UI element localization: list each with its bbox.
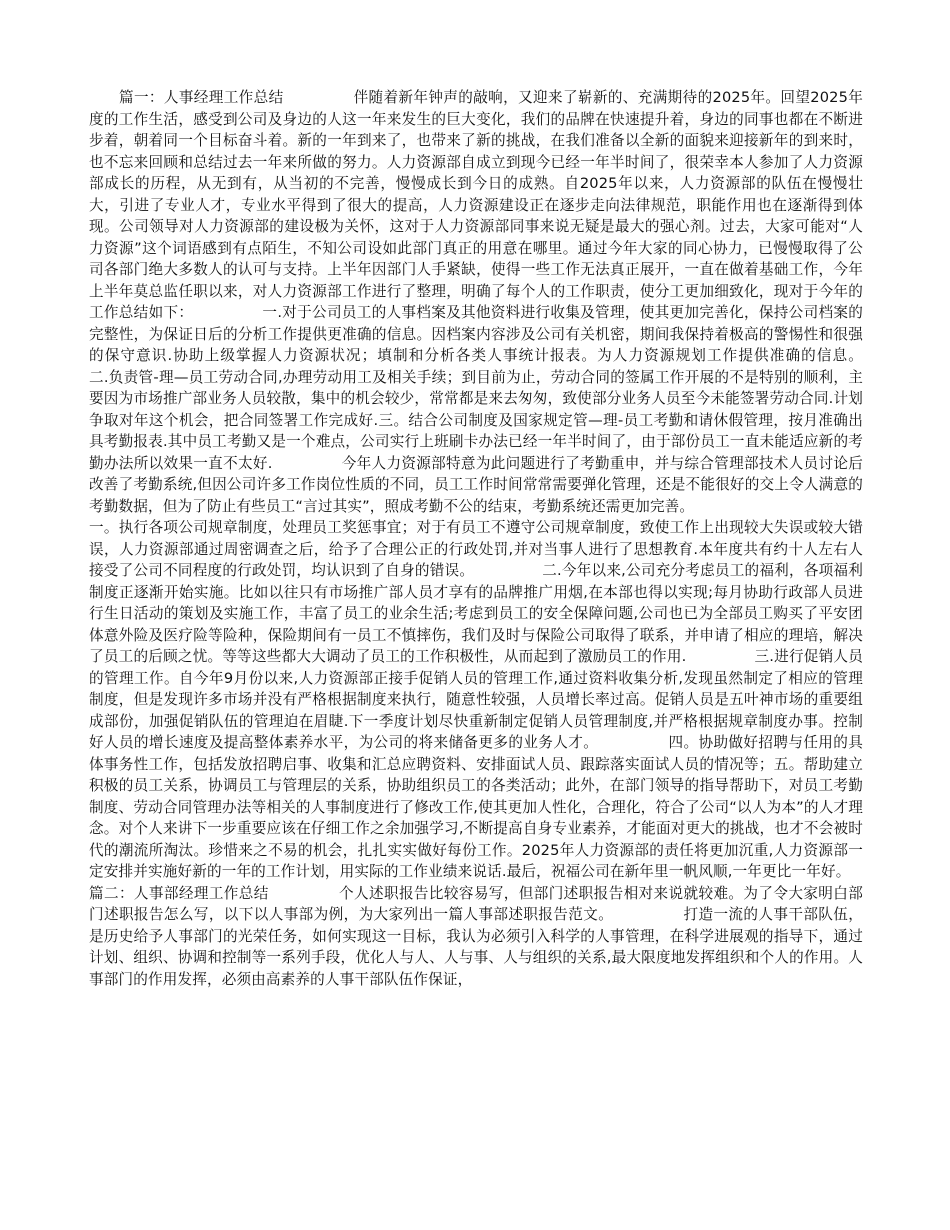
paragraph-3: 篇二：人事部经理工作总结 个人述职报告比较容易写，但部门述职报告相对来说就较难。为了令大家明白部门述职报告怎么写，以下以人事部为例，为大家列出一篇人事部述职报告范文。 打造一流的人事干部队伍，是历史给予人事部门的光荣任务，如何实现这一目标，我认为必须引入科学的人事管理，在科学进展观的指导下，通过计划、组织、协调和控制等一系列手段，优化人与人、人与事、人与组织的关系,最大限度地发挥组织和个人的作用。人事部门的作用发挥，必须由高素养的人事干部队伍作保证， <box>89 884 863 988</box>
paragraph-2: 一。执行各项公司规章制度，处理员工奖惩事宜；对于有员工不遵守公司规章制度，致使工作上出现较大失误或较大错误，人力资源部通过周密调查之后，给予了合理公正的行政处罚,并对当事人进行了思想教育.本年度共有约十人左右人接受了公司不同程度的行政处罚，均认识到了自身的错误。 二.今年以来,公司充分考虑员工的福利，各项福利制度正逐渐开始实施。比如以往只有市场推广部人员才享有的品牌推广用烟,在本部也得以实现;每月协助行政部人员进行生日活动的策划及实施工作，丰富了员工的业余生活;考虑到员工的安全保障问题,公司也已为全部员工购买了平安团体意外险及医疗险等险种，保险期间有一员工不慎摔伤，我们及时与保险公司取得了联系，并申请了相应的理培，解决了员工的后顾之忧。等等这些都大大调动了员工的工作积极性，从而起到了激励员工的作用. 三.进行促销人员的管理工作。自今年9月份以来,人力资源部正接手促销人员的管理工作,通过资料收集分析,发现虽然制定了相应的管理制度，但是发现许多市场并没有严格根据制度来执行，随意性较强，人员增长率过高。促销人员是五叶神市场的重要组成部份，加强促销队伍的管理迫在眉睫.下一季度计划尽快重新制定促销人员管理制度,并严格根据规章制度办事。控制好人员的增长速度及提高整体素养水平，为公司的将来储备更多的业务人才。 四。协助做好招聘与任用的具体事务性工作，包括发放招聘启事、收集和汇总应聘资料、安排面试人员、跟踪落实面试人员的情况等；五。帮助建立积极的员工关系，协调员工与管理层的关系，协助组织员工的各类活动；此外，在部门领导的指导帮助下，对员工考勤制度、劳动合同管理办法等相关的人事制度进行了修改工作,使其更加人性化，合理化，符合了公司“以人为本”的人才理念。对个人来讲下一步重要应该在仔细工作之余加强学习,不断提高自身专业素养，才能面对更大的挑战，也才不会被时代的潮流所淘汰。珍惜来之不易的机会，扎扎实实做好每份工作。2025年人力资源部的责任将更加沉重,人力资源部一定安排并实施好新的一年的工作计划，用实际的工作业绩来说话.最后，祝福公司在新年里一帆风顺,一年更比一年好。 <box>89 519 863 880</box>
paragraph-1: 篇一：人事经理工作总结 伴随着新年钟声的敲响，又迎来了崭新的、充满期待的2025年。回望2025年度的工作生活，感受到公司及身边的人这一年来发生的巨大变化，我们的品牌在快速提升着，身边的同事也都在不断进步着，朝着同一个目标奋斗着。新的一年到来了，也带来了新的挑战，在我们准备以全新的面貌来迎接新年的到来时，也不忘来回顾和总结过去一年来所做的努力。人力资源部自成立到现今已经一年半时间了，很荣幸本人参加了人力资源部成长的历程，从无到有，从当初的不完善，慢慢成长到今日的成熟。自2025年以来，人力资源部的队伍在慢慢壮大，引进了专业人才，专业水平得到了很大的提高，人力资源建设正在逐步走向法律规范，职能作用也在逐渐得到体现。公司领导对人力资源部的建设极为关怀，这对于人力资源部同事来说无疑是最大的强心剂。过去，大家可能对“人力资源”这个词语感到有点陌生，不知公司设如此部门真正的用意在哪里。通过今年大家的同心协力，已慢慢取得了公司各部门绝大多数人的认可与支持。上半年因部门人手紧缺，使得一些工作无法真正展开，一直在做着基础工作，今年上半年莫总监任职以来，对人力资源部工作进行了整理，明确了每个人的工作职责，使分工更加细致化，现对于今年的工作总结如下： 一.对于公司员工的人事档案及其他资料进行收集及管理，使其更加完善化，保持公司档案的完整性，为保证日后的分析工作提供更准确的信息。因档案内容涉及公司有关机密，期间我保持着极高的警惕性和很强的保守意识.协助上级掌握人力资源状况；填制和分析各类人事统计报表。为人力资源规划工作提供准确的信息。 二.负责管-理—员工劳动合同,办理劳动用工及相关手续；到目前为止，劳动合同的签属工作开展的不是特别的顺利，主要因为市场推广部业务人员较散，集中的机会较少，常常都是来去匆匆，致使部分业务人员至今未能签署劳动合同.计划争取对年这个机会，把合同签署工作完成好.三。结合公司制度及国家规定管—理-员工考勤和请休假管理，按月准确出具考勤报表.其中员工考勤又是一个难点，公司实行上班刷卡办法已经一年半时间了，由于部份员工一直未能适应新的考勤办法所以效果一直不太好. 今年人力资源部特意为此问题进行了考勤重申，并与综合管理部技术人员讨论后改善了考勤系统,但因公司许多工作岗位性质的不同，员工工作时间常常需要弹化管理，还是不能很好的交上令人满意的考勤数据，但为了防止有些员工“言过其实”，照成考勤不公的结束，考勤系统还需更加完善。 <box>89 89 931 515</box>
document-body <box>89 87 931 990</box>
